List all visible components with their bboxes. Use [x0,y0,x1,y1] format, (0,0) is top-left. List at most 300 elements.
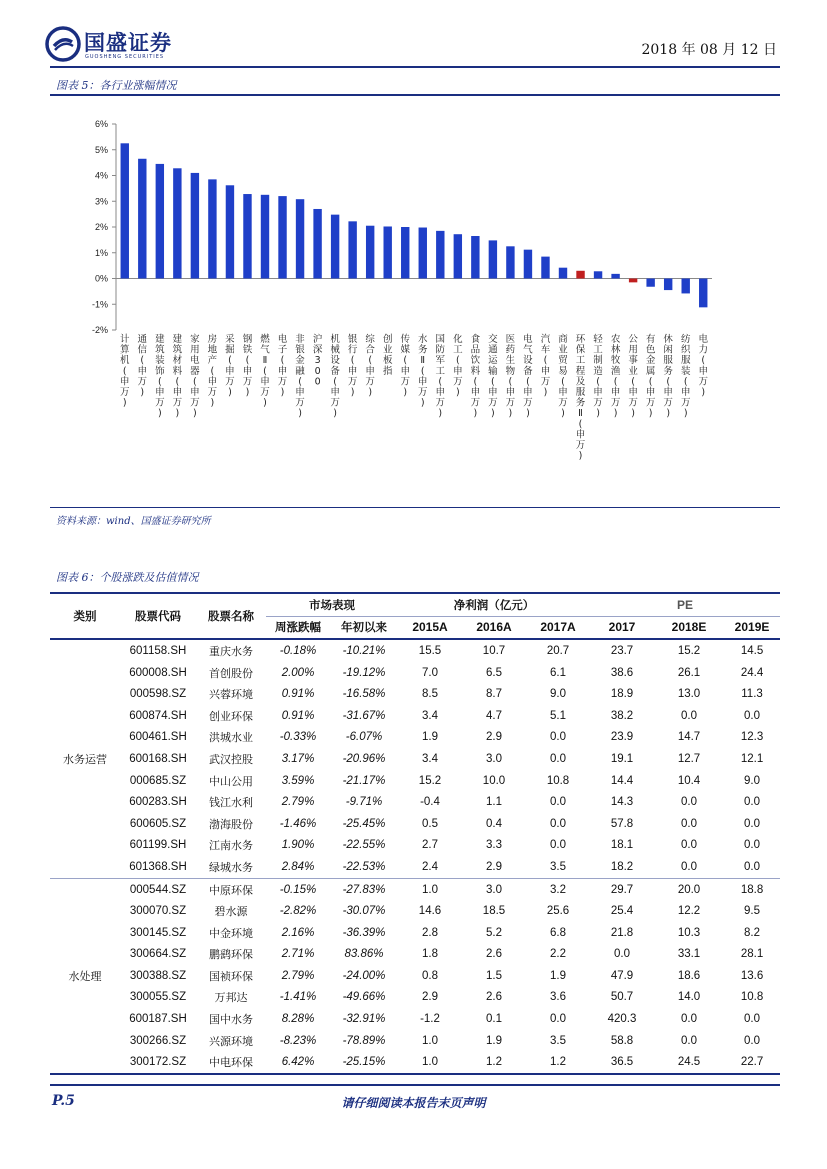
cell-y2017: 0.0 [550,817,566,830]
cell-y2015: 8.5 [422,688,438,701]
cell-pe2018: 18.6 [677,969,701,982]
cell-pe2019: 18.8 [740,883,764,896]
cell-ytd: -9.71% [345,796,383,809]
category-cell: 水务运营 [50,639,120,878]
cell-name: 兴源环境 [209,1034,253,1048]
figure6-title: 图表 6：个股涨跌及估值情况 [56,571,199,584]
cell-pe2018: 0.0 [681,709,698,722]
cell-pe2017: 18.2 [590,856,654,878]
cell-pe2019: 0.0 [744,1013,761,1026]
cell-y2015: 0.5 [422,817,438,830]
cell-y2017: 3.2 [550,883,566,896]
cell-ytd: 83.86% [344,948,384,961]
cell-pe2017: 25.4 [610,905,634,918]
footer-rule [50,1084,780,1086]
cell-code: 600168.SH [129,752,187,765]
cell-weekly: -0.33% [279,731,317,744]
cell-code: 600461.SH [129,731,187,744]
cell-name: 鹏鹞环保 [209,948,253,962]
bar [331,215,339,279]
cell-pe2019: 12.3 [740,731,764,744]
cell-pe2019: 0.0 [744,1034,761,1047]
cell-pe2018: 13.0 [677,688,701,701]
cell-pe2017: 50.7 [610,991,634,1004]
col-group-profit: 净利润（亿元） [398,593,590,616]
bar [646,279,654,287]
cell-weekly: -1.46% [279,817,317,830]
cell-weekly: -8.23% [279,1034,317,1047]
table-row [50,770,780,792]
cell-code: 300145.SZ [129,926,187,939]
cell-y2016: 3.3 [486,839,502,852]
cell-name: 武汉控股 [209,752,253,766]
footer-disclaimer: 请仔细阅读本报告末页声明 [341,1096,486,1110]
bar [629,279,637,283]
cell-name: 首创股份 [209,666,253,680]
x-category-label: 医药生物(申万) [505,334,516,420]
cell-pe2017: 38.6 [610,666,634,679]
x-category-label: 水务 Ⅱ (申万) [418,334,428,409]
x-category-label: 电子(申万) [277,334,288,398]
x-category-label: 沪深 3 0 0 [312,334,323,388]
cell-ytd: -22.53% [330,856,398,878]
x-category-label: 食品饮料(申万) [470,334,481,420]
figure5-source: 资料来源：wind、国盛证券研究所 [56,516,211,527]
x-category-label: 创业板指 [382,334,393,377]
table-row [50,1051,780,1074]
bar [348,221,356,278]
cell-code: 600187.SH [129,1013,187,1026]
stock-valuation-table [50,592,780,1075]
cell-y2016: 2.9 [462,856,526,878]
cell-pe2018: 12.7 [677,752,701,765]
cell-code: 000685.SZ [129,774,187,787]
cell-code: 600008.SH [129,666,187,679]
col-category: 类别 [50,593,120,639]
cell-y2016: 4.7 [486,709,502,722]
cell-code: 300055.SZ [129,991,187,1004]
bar [506,246,514,278]
cell-ytd: -30.07% [342,905,386,918]
bar [681,279,689,294]
cell-y2017: 3.6 [550,991,566,1004]
cell-pe2017: 14.3 [610,796,634,809]
x-category-label: 电气设备(申万) [523,334,533,420]
bar [366,226,374,279]
cell-y2016: 6.5 [486,666,502,679]
col-name: 股票名称 [196,593,266,639]
cell-pe2019: 8.2 [744,926,761,939]
cell-pe2018: 15.2 [677,644,701,657]
cell-y2017: 1.2 [526,1051,590,1074]
cell-pe2018: 33.1 [677,948,701,961]
x-category-label: 建筑材料(申万) [172,334,183,420]
x-category-label: 家用电器(申万) [190,334,200,420]
bar [173,168,181,278]
cell-y2016: 1.5 [486,969,502,982]
x-category-label: 采掘(申万) [225,334,235,398]
cell-pe2017: 58.8 [610,1034,634,1047]
cell-y2016: 3.0 [486,883,502,896]
y-tick-label: 6% [94,119,108,129]
bar [471,236,479,278]
cell-y2017: 9.0 [550,688,566,701]
cell-weekly: 1.90% [281,839,315,852]
cell-pe2018: 24.5 [654,1051,724,1074]
col-code: 股票代码 [120,593,196,639]
col-2016a: 2016A [476,620,512,635]
bar [454,234,462,278]
table-row [50,900,780,922]
cell-code: 300266.SZ [129,1034,187,1047]
cell-y2016: 2.6 [486,991,502,1004]
table-row [50,1008,780,1030]
cell-pe2017: 21.8 [610,926,634,939]
cell-code: 600874.SH [129,709,187,722]
table-row [50,944,780,966]
cell-code: 300172.SZ [120,1051,196,1074]
cell-pe2017: 23.9 [610,731,634,744]
cell-code: 600605.SZ [129,817,187,830]
cell-y2016: 1.2 [462,1051,526,1074]
cell-y2016: 1.1 [486,796,502,809]
cell-name: 渤海股份 [209,817,253,831]
cell-ytd: -22.55% [342,839,386,852]
bar [664,279,672,291]
brand-subtitle: GUOSHENG SECURITIES [85,54,165,60]
cell-y2016: 5.2 [486,926,502,939]
figure5-title: 图表 5：各行业涨幅情况 [56,79,177,92]
bar [559,268,567,279]
cell-name: 洪城水业 [209,731,253,745]
cell-y2015: 2.8 [422,926,438,939]
cell-ytd: -25.45% [342,817,386,830]
cell-name: 国祯环保 [209,969,253,983]
y-tick-label: 3% [94,196,108,207]
cell-y2015: 3.4 [422,709,438,722]
header-rule [50,66,780,68]
y-tick-label: -2% [91,325,108,335]
cell-y2016: 8.7 [486,688,502,701]
x-category-label: 有色金属(申万) [645,334,656,420]
col-group-market: 市场表现 [266,593,398,616]
cell-y2016: 3.0 [486,752,502,765]
cell-weekly: -1.41% [279,991,317,1004]
cell-pe2018: 26.1 [677,666,701,679]
cell-pe2018: 0.0 [681,1013,698,1026]
cell-y2015: 2.7 [422,839,438,852]
page-number: P.5 [52,1093,75,1109]
col-ytd: 年初以来 [341,620,387,635]
table-row [50,683,780,705]
cell-code: 601368.SH [120,856,196,878]
cell-y2016: 18.5 [482,905,506,918]
cell-pe2018: 0.0 [681,817,698,830]
x-category-label: 钢铁(申万) [242,334,253,398]
cell-pe2019: 24.4 [740,666,764,679]
cell-pe2018: 0.0 [681,796,698,809]
brand-name: 国盛证券 [84,31,172,55]
logo-mark-icon [45,26,81,62]
cell-pe2019: 14.5 [740,644,764,657]
report-date: 2018 年 08 月 12 日 [641,42,777,58]
col-pe-2018e: 2018E [671,620,707,635]
cell-pe2019: 11.3 [741,688,763,701]
cell-weekly: 0.91% [281,709,315,722]
cell-name: 重庆水务 [209,644,253,658]
cell-name: 中山公用 [209,774,253,788]
cell-pe2017: 420.3 [607,1013,637,1026]
cell-y2015: -1.2 [420,1013,440,1026]
table-row [50,639,780,662]
cell-code: 300388.SZ [129,969,187,982]
cell-name: 钱江水利 [209,796,253,810]
bar [191,173,199,279]
bar [489,240,497,278]
table-row [50,1030,780,1052]
x-category-label: 银行(申万) [347,334,358,398]
cell-ytd: -19.12% [342,666,386,679]
x-category-label: 机械设备(申万) [330,334,340,420]
col-2015a: 2015A [412,620,448,635]
cell-y2017: 6.8 [550,926,566,939]
cell-code: 000544.SZ [129,883,187,896]
bar [296,199,304,278]
cell-y2016: 1.9 [486,1034,502,1047]
cell-y2016: 10.7 [482,644,506,657]
cell-name: 创业环保 [209,709,253,723]
x-category-label: 建筑装饰(申万) [155,334,165,420]
x-category-label: 商业贸易(申万) [558,334,568,420]
cell-pe2017: 14.4 [610,774,634,787]
cell-y2017: 3.5 [550,1034,566,1047]
cell-pe2017: 23.7 [610,644,634,657]
x-category-label: 通信(申万) [137,334,148,398]
cell-y2015: 1.9 [422,731,438,744]
cell-ytd: -6.07% [345,731,383,744]
x-category-label: 房地产(申万) [207,334,218,409]
table-row [50,727,780,749]
cell-y2015: 1.8 [422,948,438,961]
cell-pe2019: 0.0 [724,856,780,878]
cell-weekly: 2.00% [281,666,315,679]
cell-ytd: -31.67% [342,709,386,722]
bar [401,227,409,279]
x-category-label: 化工(申万) [453,334,463,398]
cell-code: 300070.SZ [129,905,187,918]
cell-pe2018: 10.4 [677,774,701,787]
cell-weekly: 2.71% [281,948,315,961]
x-category-label: 环保工程及服务 Ⅱ (申万) [575,334,586,462]
cell-y2017: 0.0 [550,1013,566,1026]
bar [383,226,391,278]
col-weekly: 周涨跌幅 [275,620,321,635]
table-row [50,835,780,857]
cell-y2017: 10.8 [546,774,570,787]
bar [156,164,164,279]
cell-y2017: 20.7 [546,644,570,657]
cell-pe2018: 0.0 [681,839,698,852]
table-row [50,791,780,813]
figure5-source-rule [50,507,780,508]
x-category-label: 国防军工(申万) [435,334,446,420]
bar [208,179,216,278]
cell-code: 300664.SZ [129,948,187,961]
cell-ytd: -10.21% [342,644,386,657]
x-category-label: 传媒(申万) [400,334,410,398]
cell-pe2017: 36.5 [590,1051,654,1074]
cell-ytd: -25.15% [330,1051,398,1074]
bar [419,228,427,279]
cell-weekly: 3.59% [281,774,315,787]
cell-y2017: 6.1 [550,666,566,679]
cell-pe2019: 0.0 [744,839,761,852]
cell-y2015: 7.0 [422,666,438,679]
cell-ytd: -36.39% [342,926,386,939]
table-row [50,705,780,727]
table-row [50,965,780,987]
cell-y2016: 10.0 [482,774,506,787]
cell-y2015: 0.8 [422,969,438,982]
cell-weekly: 6.42% [266,1051,330,1074]
bar [138,159,146,279]
bar [278,196,286,278]
cell-y2015: 15.2 [418,774,442,787]
cell-code: 601158.SH [129,644,187,657]
cell-y2015: 1.0 [398,1051,462,1074]
cell-pe2018: 10.3 [677,926,701,939]
y-tick-label: 0% [94,273,108,284]
col-group-pe: PE [590,593,780,616]
bar [313,209,321,279]
table-row [50,878,780,900]
cell-pe2019: 0.0 [744,796,761,809]
cell-name: 江南水务 [209,839,253,853]
cell-weekly: 2.79% [281,796,315,809]
y-tick-label: 4% [94,170,108,181]
cell-weekly: 2.79% [281,969,315,982]
cell-pe2018: 14.0 [677,991,701,1004]
bar [611,274,619,279]
cell-pe2019: 28.1 [740,948,764,961]
cell-y2015: 2.9 [422,991,438,1004]
cell-y2017: 0.0 [550,796,566,809]
table-row [50,748,780,770]
cell-ytd: -32.91% [342,1013,386,1026]
table-row [50,922,780,944]
cell-pe2017: 18.1 [610,839,634,852]
y-tick-label: -1% [91,299,108,310]
cell-pe2018: 0.0 [654,856,724,878]
cell-y2015: 1.0 [422,883,438,896]
cell-y2015: 14.6 [418,905,442,918]
y-tick-label: 2% [94,222,108,232]
cell-pe2019: 12.1 [740,752,764,765]
cell-pe2018: 0.0 [681,1034,698,1047]
x-category-label: 公用事业(申万) [628,334,638,420]
x-category-label: 燃气 Ⅱ (申万) [260,334,270,409]
cell-pe2019: 22.7 [724,1051,780,1074]
x-category-label: 综合(申万) [365,334,375,398]
table-row [50,987,780,1009]
cell-code: 600283.SH [129,796,187,809]
table-row [50,856,780,878]
bar [594,271,602,278]
y-tick-label: 5% [94,144,108,155]
cell-weekly: 2.84% [266,856,330,878]
bar [576,271,584,279]
cell-pe2019: 9.5 [744,905,761,918]
cell-y2017: 1.9 [550,969,566,982]
brand-logo [45,26,81,62]
cell-ytd: -20.96% [342,752,386,765]
cell-y2017: 0.0 [550,752,566,765]
y-tick-label: 1% [94,247,108,258]
cell-y2016: 0.1 [486,1013,502,1026]
x-category-label: 纺织服装(申万) [680,334,691,420]
cell-weekly: 8.28% [281,1013,315,1026]
cell-name: 国中水务 [209,1013,253,1027]
bar [226,185,234,278]
col-pe-2019e: 2019E [734,620,770,635]
cell-pe2018: 14.7 [677,731,701,744]
table-row [50,662,780,684]
cell-name: 中电环保 [196,1051,266,1074]
cell-pe2019: 0.0 [744,709,761,722]
cell-y2015: 15.5 [418,644,442,657]
cell-pe2019: 0.0 [744,817,761,830]
x-category-label: 休闲服务(申万) [663,334,673,420]
cell-pe2017: 0.0 [614,948,631,961]
cell-code: 601199.SH [129,839,187,852]
cell-weekly: -2.82% [279,905,317,918]
bar [524,250,532,279]
cell-name: 兴蓉环境 [209,688,253,702]
table-row [50,813,780,835]
x-category-label: 交通运输(申万) [488,334,498,420]
cell-y2015: 2.4 [398,856,462,878]
bar [121,143,129,278]
cell-pe2017: 47.9 [610,969,634,982]
bar [699,279,707,308]
cell-weekly: -0.18% [279,644,317,657]
cell-code: 000598.SZ [129,688,187,701]
cell-name: 中原环保 [209,883,253,897]
cell-y2017: 0.0 [550,839,566,852]
cell-y2017: 2.2 [550,948,566,961]
cell-ytd: -21.17% [342,774,386,787]
x-category-label: 汽车(申万) [540,334,551,398]
industry-bar-chart [50,100,780,500]
cell-pe2018: 20.0 [677,883,701,896]
figure5-title-rule [50,94,780,96]
cell-y2016: 2.6 [486,948,502,961]
bar [261,195,269,279]
cell-weekly: -0.15% [279,883,317,896]
cell-name: 碧水源 [214,905,248,919]
cell-pe2017: 29.7 [610,883,634,896]
cell-ytd: -49.66% [342,991,386,1004]
cell-ytd: -78.89% [342,1034,386,1047]
x-category-label: 电力(申万) [698,334,708,398]
x-category-label: 轻工制造(申万) [593,334,603,420]
cell-weekly: 0.91% [281,688,315,701]
cell-y2017: 3.5 [526,856,590,878]
cell-pe2019: 10.8 [740,991,764,1004]
cell-y2017: 25.6 [546,905,570,918]
x-category-label: 计算机(申万) [120,334,130,409]
category-cell: 水处理 [50,878,120,1074]
